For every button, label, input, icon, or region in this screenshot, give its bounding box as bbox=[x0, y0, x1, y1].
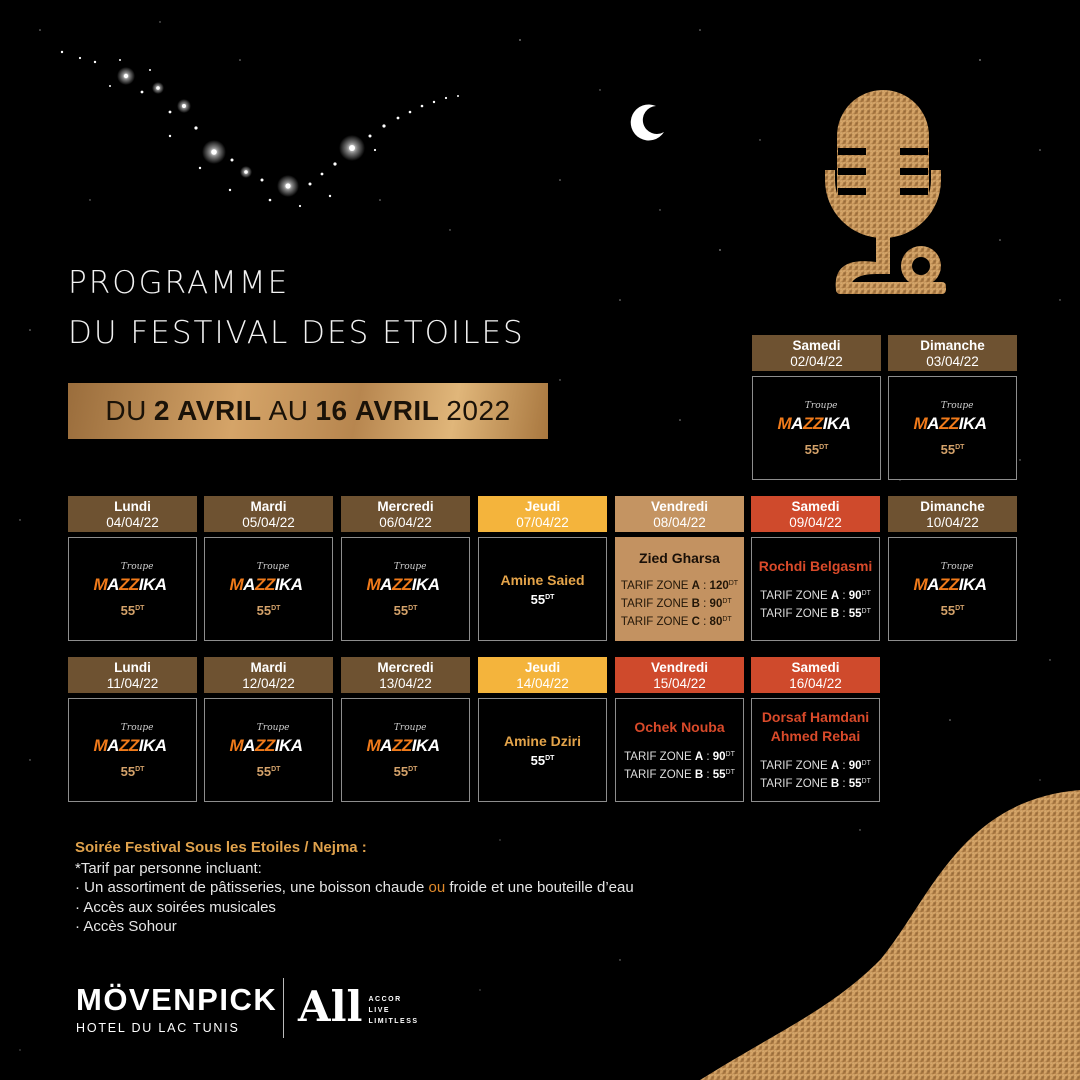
day-card bbox=[751, 657, 880, 802]
zone-prices bbox=[760, 756, 871, 792]
artist-name: Rochdi Belgasmi bbox=[758, 557, 873, 574]
day-name: Mardi bbox=[250, 660, 287, 675]
day-content bbox=[341, 698, 470, 802]
info-tarif: *Tarif par personne incluant: bbox=[75, 859, 262, 877]
day-content bbox=[478, 537, 607, 641]
day-name: Vendredi bbox=[650, 499, 709, 514]
day-header bbox=[888, 335, 1017, 371]
day-content bbox=[204, 537, 333, 641]
info-item: · Accès aux soirées musicales bbox=[75, 898, 276, 916]
day-content bbox=[751, 698, 880, 802]
day-name: Lundi bbox=[114, 660, 151, 675]
day-card bbox=[68, 657, 197, 802]
day-header bbox=[888, 496, 1017, 532]
all-accor-logo: All ACCOR LIVE LIMITLESS bbox=[298, 982, 419, 1031]
day-card bbox=[615, 657, 744, 802]
day-name: Mercredi bbox=[377, 499, 434, 514]
day-header bbox=[341, 496, 470, 532]
day-card bbox=[68, 496, 197, 641]
day-header bbox=[751, 657, 880, 693]
info-heading: Soirée Festival Sous les Etoiles / Nejma : bbox=[75, 839, 367, 856]
day-card bbox=[204, 496, 333, 641]
festival-dates-banner: DU 2 AVRIL AU 16 AVRIL 2022 bbox=[68, 383, 548, 439]
price: $55^{DT}$ bbox=[940, 442, 965, 457]
price: $55^{DT}$ bbox=[804, 442, 829, 457]
day-name: Vendredi bbox=[650, 660, 709, 675]
day-header bbox=[615, 496, 744, 532]
day-date: 14/04/22 bbox=[516, 676, 569, 691]
day-header bbox=[751, 496, 880, 532]
info-section bbox=[75, 838, 634, 937]
troupe-mazzika-logo: Troupe MAZZIKA bbox=[93, 723, 167, 755]
zone-prices bbox=[760, 586, 871, 622]
day-card bbox=[615, 496, 744, 641]
artist-name: Ochek Nouba bbox=[634, 718, 725, 735]
zone-price-row: TARIF ZONE C : $80^{DT}$ bbox=[620, 615, 732, 628]
info-item: · Un assortiment de pâtisseries, une boisson chaude ou froide et une bouteille d’eau bbox=[75, 879, 634, 896]
day-content bbox=[615, 537, 744, 641]
troupe-mazzika-logo: Troupe MAZZIKA bbox=[913, 562, 987, 594]
price: $55^{DT}$ bbox=[530, 753, 555, 768]
zone-price-row: TARIF ZONE B : $55^{DT}$ bbox=[624, 768, 735, 781]
zone-price-row: TARIF ZONE A : $120^{DT}$ bbox=[620, 579, 739, 592]
day-card bbox=[888, 496, 1017, 641]
day-card bbox=[341, 496, 470, 641]
day-name: Mercredi bbox=[377, 660, 434, 675]
day-content bbox=[204, 698, 333, 802]
day-card bbox=[751, 496, 880, 641]
zone-prices bbox=[621, 576, 738, 630]
day-name: Jeudi bbox=[524, 499, 561, 514]
price: $55^{DT}$ bbox=[530, 592, 555, 607]
day-header bbox=[615, 657, 744, 693]
day-header bbox=[341, 657, 470, 693]
day-content bbox=[478, 698, 607, 802]
day-card bbox=[204, 657, 333, 802]
zone-price-row: TARIF ZONE B : $90^{DT}$ bbox=[620, 597, 732, 610]
day-content bbox=[751, 537, 880, 641]
day-date: 09/04/22 bbox=[789, 515, 842, 530]
day-name: Samedi bbox=[791, 499, 840, 514]
day-name: Dimanche bbox=[920, 338, 985, 353]
day-content bbox=[888, 376, 1017, 480]
info-item: · Accès Sohour bbox=[75, 918, 177, 935]
day-date: 11/04/22 bbox=[106, 676, 159, 691]
troupe-mazzika-logo: Troupe MAZZIKA bbox=[777, 401, 851, 433]
day-header bbox=[752, 335, 881, 371]
price: $55^{DT}$ bbox=[393, 764, 418, 779]
troupe-mazzika-logo: Troupe MAZZIKA bbox=[229, 723, 303, 755]
day-date: 15/04/22 bbox=[653, 676, 706, 691]
day-header bbox=[68, 657, 197, 693]
artist-name: Zied Gharsa bbox=[639, 549, 720, 566]
day-card bbox=[341, 657, 470, 802]
day-date: 03/04/22 bbox=[926, 354, 979, 369]
artist-name: Amine Saied bbox=[500, 572, 585, 588]
price: $55^{DT}$ bbox=[120, 764, 145, 779]
day-header bbox=[478, 496, 607, 532]
day-date: 16/04/22 bbox=[789, 676, 842, 691]
price: $55^{DT}$ bbox=[256, 603, 281, 618]
day-date: 07/04/22 bbox=[516, 515, 569, 530]
day-name: Jeudi bbox=[524, 660, 561, 675]
day-date: 13/04/22 bbox=[379, 676, 432, 691]
day-header bbox=[68, 496, 197, 532]
day-name: Mardi bbox=[250, 499, 287, 514]
zone-price-row: TARIF ZONE A : $90^{DT}$ bbox=[624, 750, 735, 763]
day-content bbox=[615, 698, 744, 802]
day-date: 06/04/22 bbox=[379, 515, 432, 530]
day-date: 12/04/22 bbox=[242, 676, 295, 691]
artist-name: Dorsaf Hamdani Ahmed Rebai bbox=[761, 709, 870, 744]
troupe-mazzika-logo: Troupe MAZZIKA bbox=[93, 562, 167, 594]
day-header bbox=[204, 496, 333, 532]
zone-price-row: TARIF ZONE B : $55^{DT}$ bbox=[760, 607, 871, 620]
day-card bbox=[478, 657, 607, 802]
day-content bbox=[68, 537, 197, 641]
price: $55^{DT}$ bbox=[120, 603, 145, 618]
troupe-mazzika-logo: Troupe MAZZIKA bbox=[229, 562, 303, 594]
troupe-mazzika-logo: Troupe MAZZIKA bbox=[913, 401, 987, 433]
day-content bbox=[752, 376, 881, 480]
page-title: PROGRAMME DU FESTIVAL DES ETOILES bbox=[68, 265, 525, 351]
day-name: Lundi bbox=[114, 499, 151, 514]
day-content bbox=[888, 537, 1017, 641]
troupe-mazzika-logo: Troupe MAZZIKA bbox=[366, 562, 440, 594]
day-header bbox=[204, 657, 333, 693]
artist-name: Amine Dziri bbox=[503, 733, 581, 749]
price: $55^{DT}$ bbox=[256, 764, 281, 779]
price: $55^{DT}$ bbox=[393, 603, 418, 618]
day-name: Dimanche bbox=[920, 499, 985, 514]
day-header bbox=[478, 657, 607, 693]
troupe-mazzika-logo: Troupe MAZZIKA bbox=[366, 723, 440, 755]
day-date: 10/04/22 bbox=[926, 515, 979, 530]
zone-price-row: TARIF ZONE A : $90^{DT}$ bbox=[760, 760, 871, 772]
day-name: Samedi bbox=[792, 338, 841, 353]
day-content bbox=[68, 698, 197, 802]
zone-prices bbox=[624, 747, 735, 783]
day-date: 08/04/22 bbox=[653, 515, 706, 530]
day-name: Samedi bbox=[791, 660, 840, 675]
day-card bbox=[888, 335, 1017, 480]
day-card bbox=[478, 496, 607, 641]
day-card bbox=[752, 335, 881, 480]
day-date: 02/04/22 bbox=[790, 354, 843, 369]
day-date: 04/04/22 bbox=[106, 515, 159, 530]
movenpick-logo: MÖVENPICK HOTEL DU LAC TUNIS bbox=[76, 982, 278, 1035]
day-content bbox=[341, 537, 470, 641]
zone-price-row: TARIF ZONE B : $55^{DT}$ bbox=[760, 778, 871, 790]
day-date: 05/04/22 bbox=[242, 515, 295, 530]
zone-price-row: TARIF ZONE A : $90^{DT}$ bbox=[760, 589, 871, 602]
logo-divider bbox=[283, 978, 284, 1038]
price: $55^{DT}$ bbox=[940, 603, 965, 618]
